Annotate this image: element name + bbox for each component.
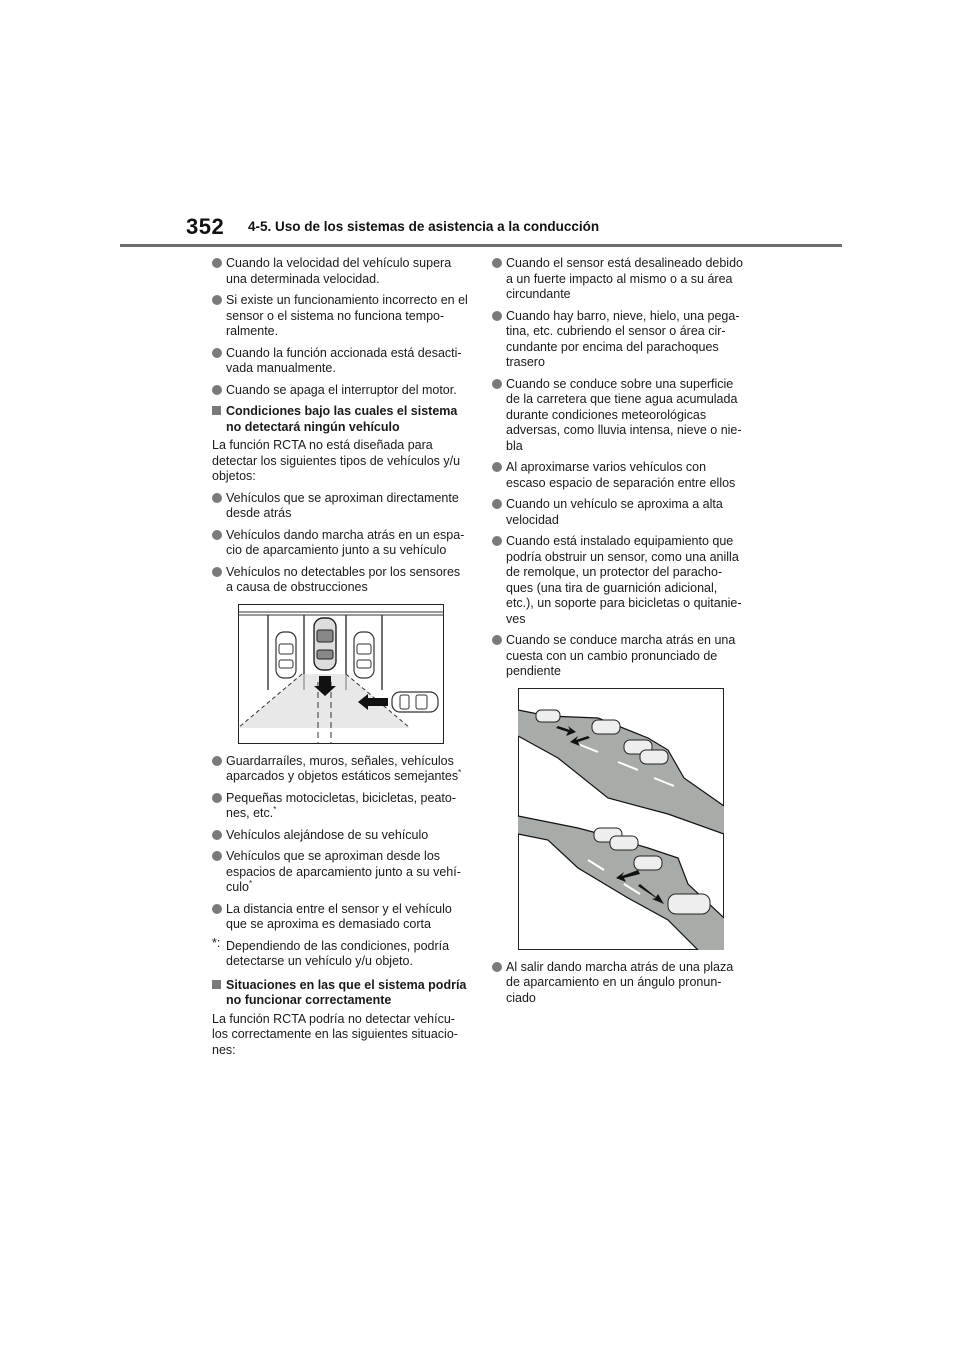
slope-illustration — [518, 688, 724, 950]
bullet-icon — [212, 493, 222, 503]
list-item: Cuando hay barro, nieve, hielo, una pega-tina, etc. cubriendo el sensor o área cir-cundante por encima del parachoques trasero — [492, 309, 748, 371]
list-item: Cuando está instalado equipamiento que podría obstruir un sensor, como una anilla de remolque, un protector del paracho-ques (una tira de guarnición adicional, etc.), un soporte para bicicletas o quitanie-ves — [492, 534, 748, 627]
bullet-icon — [212, 295, 222, 305]
list-item: Guardarraíles, muros, señales, vehículos aparcados y objetos estáticos semejantes* — [212, 754, 468, 785]
subheading-malfunction: Situaciones en las que el sistema podría no funcionar correctamente — [212, 978, 468, 1009]
header-rule — [120, 244, 842, 247]
list-item: Cuando un vehículo se aproxima a alta velocidad — [492, 497, 748, 528]
approaching-car — [392, 692, 438, 712]
list-item: Cuando se conduce marcha atrás en una cuesta con un cambio pronunciado de pendiente — [492, 633, 748, 680]
page-number: 352 — [186, 214, 225, 239]
bullet-icon — [492, 499, 502, 509]
list-item: Cuando se conduce sobre una superficie de la carretera que tiene agua acumulada durante condiciones meteorológicas adversas, como lluvia intensa, nieve o nie-bla — [492, 377, 748, 455]
bullet-icon — [212, 851, 222, 861]
list-item: Vehículos que se aproximan desde los espacios de aparcamiento junto a su vehí-culo* — [212, 849, 468, 896]
parked-car-right — [354, 632, 374, 678]
list-item: Si existe un funcionamiento incorrecto en el sensor o el sistema no funciona tempo-ralmente. — [212, 293, 468, 340]
list-item: Cuando se apaga el interruptor del motor. — [212, 383, 468, 399]
bullet-icon — [212, 567, 222, 577]
bullet-icon — [212, 904, 222, 914]
bullet-icon — [492, 258, 502, 268]
bullet-icon — [212, 793, 222, 803]
paragraph-no-detect: La función RCTA no está diseñada para detectar los siguientes tipos de vehículos y/u objetos: — [212, 438, 461, 483]
square-bullet-icon — [212, 406, 221, 415]
footnote: *: Dependiendo de las condiciones, podría detectarse un vehículo y/u objeto. — [212, 935, 450, 968]
list-item: La distancia entre el sensor y el vehículo que se aproxima es demasiado corta — [212, 902, 468, 933]
bullet-icon — [492, 635, 502, 645]
list-item: Vehículos alejándose de su vehículo — [212, 828, 468, 844]
list-item: Pequeñas motocicletas, bicicletas, peato-nes, etc.* — [212, 791, 468, 822]
bullet-icon — [212, 385, 222, 395]
car-icon — [592, 720, 620, 734]
bullet-icon — [212, 348, 222, 358]
parking-illustration — [238, 604, 444, 744]
bullet-icon — [492, 379, 502, 389]
right-column — [492, 256, 748, 1012]
parked-car-left — [276, 632, 296, 678]
section-title: 4-5. Uso de los sistemas de asistencia a la conducción — [248, 219, 600, 234]
footnote-mark: *: — [212, 935, 221, 950]
car-icon — [640, 750, 668, 764]
subheading-no-detect: Condiciones bajo las cuales el sistema no detectará ningún vehículo — [212, 404, 468, 435]
bullet-icon — [492, 962, 502, 972]
bullet-icon — [212, 530, 222, 540]
list-item: Cuando la velocidad del vehículo supera una determinada velocidad. — [212, 256, 468, 287]
bullet-icon — [492, 462, 502, 472]
car-icon — [634, 856, 662, 870]
square-bullet-icon — [212, 980, 221, 989]
car-icon — [610, 836, 638, 850]
list-item: Al salir dando marcha atrás de una plaza de aparcamiento en un ángulo pronun-ciado — [492, 960, 748, 1007]
bullet-icon — [212, 756, 222, 766]
list-item: Cuando la función accionada está desacti-vada manualmente. — [212, 346, 468, 377]
approaching-car — [668, 894, 710, 914]
list-item: Cuando el sensor está desalineado debido a un fuerte impacto al mismo o a su área circundante — [492, 256, 748, 303]
own-car — [314, 618, 336, 670]
bullet-icon — [492, 311, 502, 321]
car-icon — [536, 710, 560, 722]
list-item: Vehículos dando marcha atrás en un espa-cio de aparcamiento junto a su vehículo — [212, 528, 468, 559]
bullet-icon — [212, 258, 222, 268]
paragraph-malfunction: La función RCTA podría no detectar vehícu-los correctamente en las siguientes situacio-nes: — [212, 1011, 458, 1057]
list-item: Vehículos no detectables por los sensores a causa de obstrucciones — [212, 565, 468, 596]
left-column — [212, 256, 468, 1064]
bullet-icon — [212, 830, 222, 840]
bullet-icon — [492, 536, 502, 546]
list-item: Vehículos que se aproximan directamente desde atrás — [212, 491, 468, 522]
list-item: Al aproximarse varios vehículos con escaso espacio de separación entre ellos — [492, 460, 748, 491]
